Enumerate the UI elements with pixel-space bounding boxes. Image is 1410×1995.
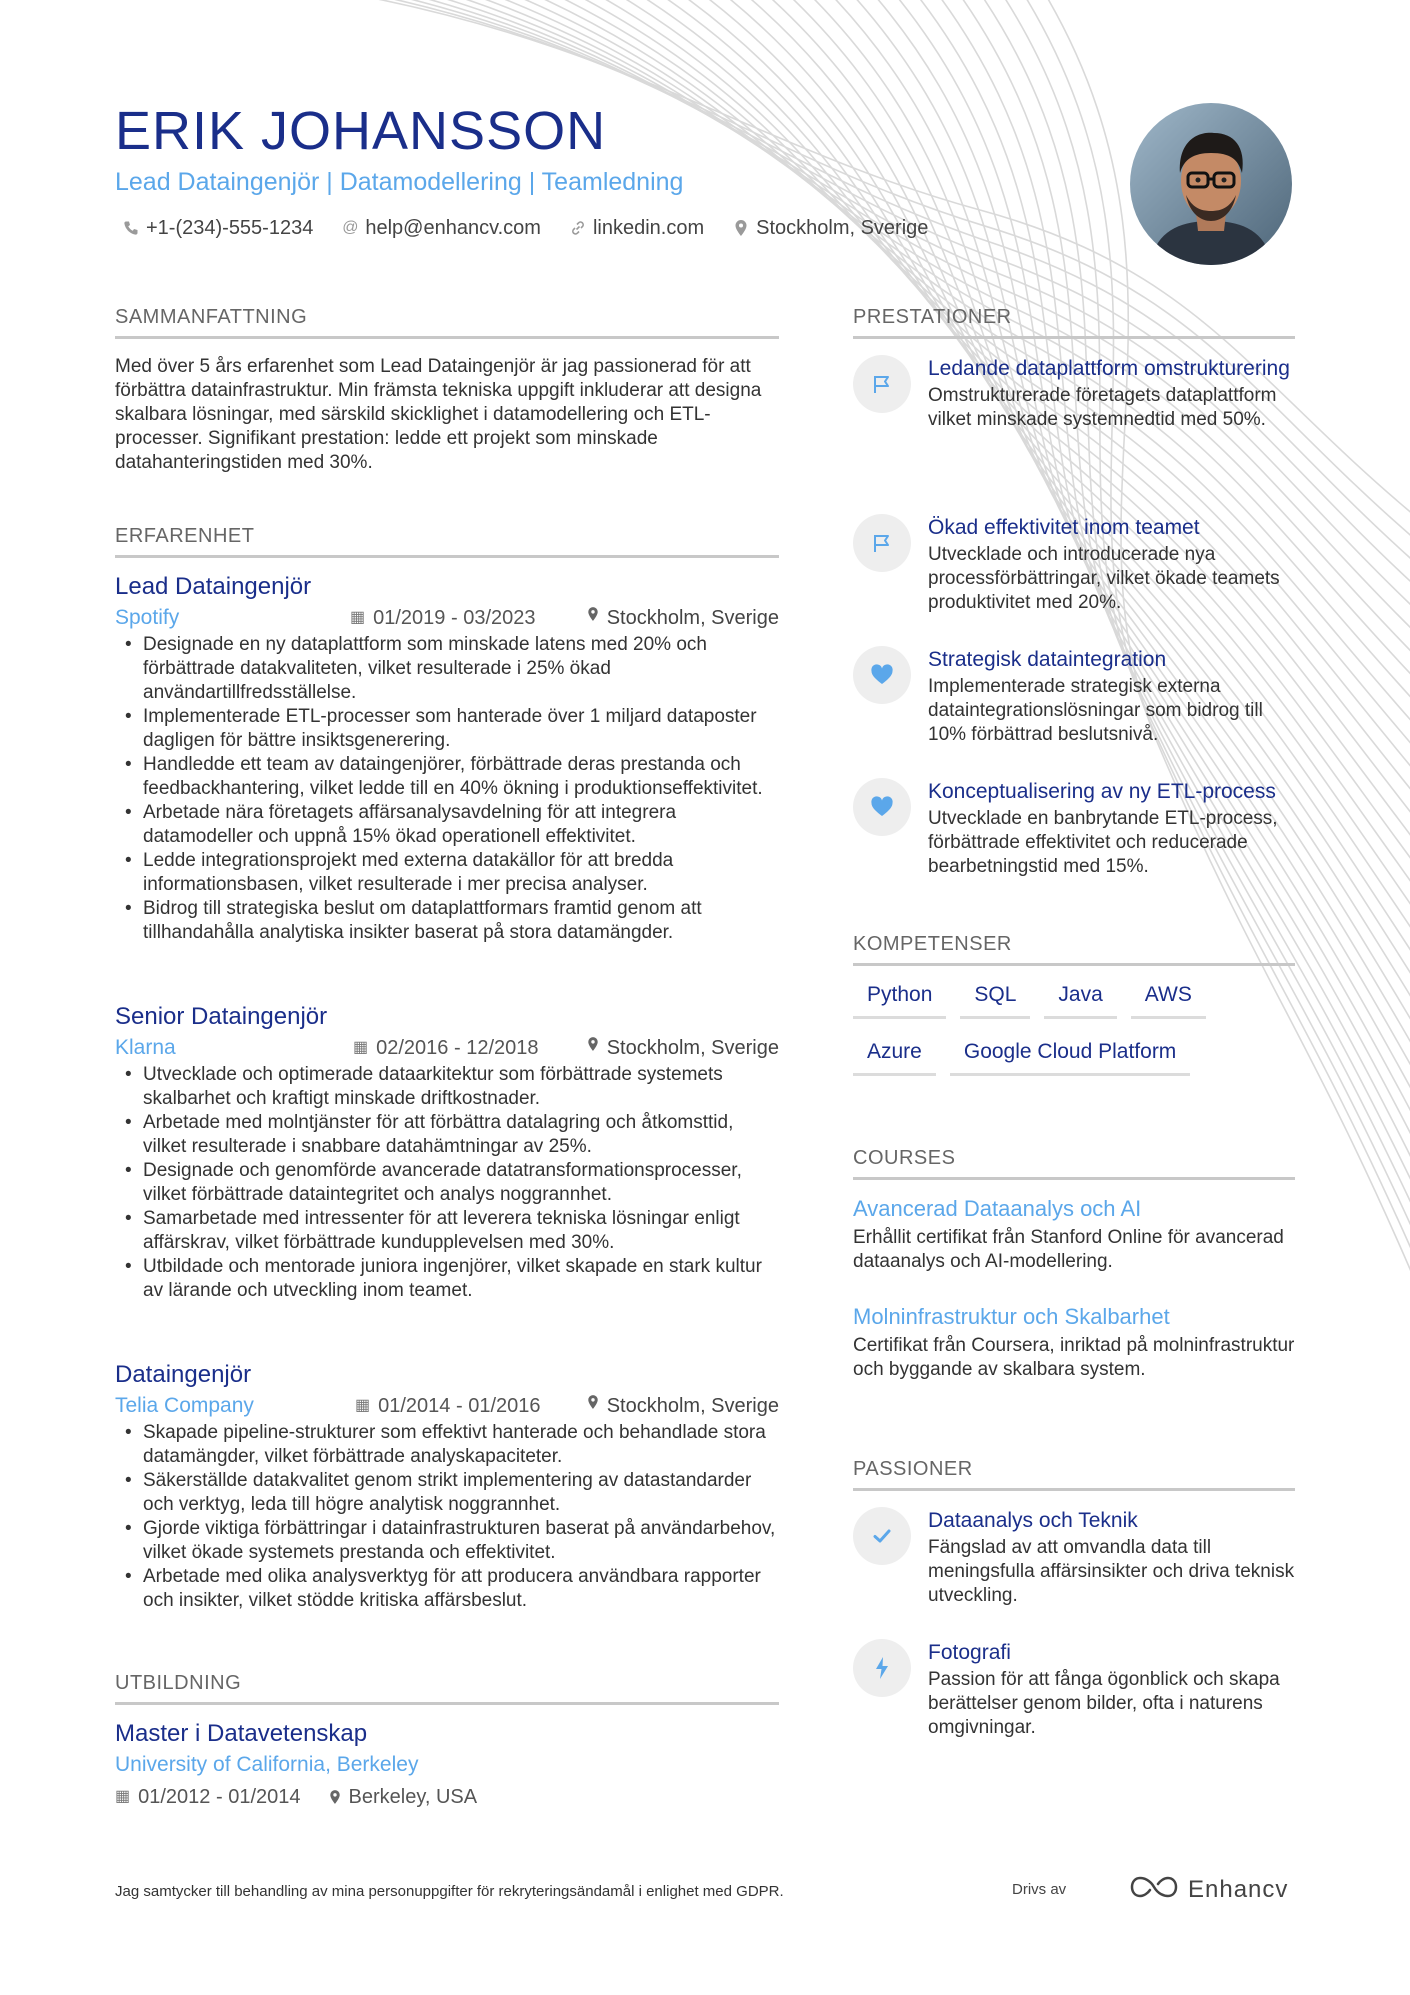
job-bullet: • Handledde ett team av dataingenjörer, förbättrade deras prestanda och feedbackhantering, vilket ledde till en 40% ökning i produktionseffektivitet. (115, 753, 779, 801)
education-location-text: Berkeley, USA (348, 1786, 478, 1808)
candidate-headline: Lead Dataingenjör | Datamodellering | Teamledning (115, 168, 684, 196)
job-entry (115, 1359, 779, 1613)
flag-icon (853, 514, 911, 572)
job-bullet: • Ledde integrationsprojekt med externa datakällor för att bredda informationsbasen, vilket resulterade i mer precisa analyser. (115, 849, 779, 897)
achievement-title: Konceptualisering av ny ETL-process (928, 780, 1276, 803)
achievements-section-title: PRESTATIONER (853, 304, 1295, 339)
contact-bar (122, 214, 928, 242)
course-title: Avancerad Dataanalys och AI (853, 1196, 1142, 1221)
check-icon (853, 1507, 911, 1565)
job-bullets (115, 1063, 779, 1303)
passion-title: Dataanalys och Teknik (928, 1509, 1138, 1532)
job-dates-text: 01/2019 - 03/2023 (373, 607, 536, 629)
wave-line (373, 0, 1410, 567)
map-pin-icon (732, 219, 750, 237)
candidate-name: ERIK JOHANSSON (115, 101, 607, 161)
education-entry (115, 1718, 779, 1812)
wave-line (676, 0, 1410, 894)
contact-location (732, 214, 928, 242)
job-entry (115, 571, 779, 945)
contact-location-text: Stockholm, Sverige (756, 217, 929, 239)
education-degree: Master i Datavetenskap (115, 1720, 368, 1747)
job-company: Spotify (115, 606, 180, 629)
job-entry (115, 1001, 779, 1303)
heart-icon (853, 778, 911, 836)
contact-phone-text: +1-(234)-555-1234 (146, 217, 314, 239)
job-location (587, 1391, 779, 1421)
job-bullets (115, 633, 779, 945)
achievement-title: Ledande dataplattform omstrukturering (928, 357, 1290, 380)
summary-text: Med över 5 års erfarenhet som Lead Dataingenjör är jag passionerad för att förbättra datainfrastruktur. Min främsta tekniska uppgift inkluderar att designa skalbara lösningar, med särskild skicklighet i datamodellering och ETL-processer. Signifikant prestation: ledde ett projekt som minskade datahanteringstiden med 30%. (115, 356, 762, 473)
job-bullet: • Arbetade nära företagets affärsanalysavdelning för att integrera datamodeller och uppnå 15% ökad operationell effektivitet. (115, 801, 779, 849)
link-icon (569, 220, 587, 236)
wave-line (395, 0, 1410, 590)
experience-section-title: ERFARENHET (115, 523, 779, 558)
skill-tag: Azure (853, 1037, 936, 1076)
contact-email[interactable] (341, 214, 541, 242)
job-location-text: Stockholm, Sverige (606, 1037, 779, 1059)
job-bullet: • Samarbetade med intressenter för att leverera tekniska lösningar enligt affärskrav, vilket förbättrade kundupplevelsen med 30%. (115, 1207, 779, 1255)
calendar-icon: ▦ (355, 1397, 371, 1414)
profile-photo (1130, 103, 1292, 265)
job-meta (115, 1033, 779, 1063)
flag-icon (853, 355, 911, 413)
achievement-title: Strategisk dataintegration (928, 648, 1167, 671)
skill-tag: AWS (1131, 980, 1206, 1019)
job-bullet: • Utvecklade och optimerade dataarkitektur som förbättrade systemets skalbarhet och kraftigt minskade driftkostnader. (115, 1063, 779, 1111)
brand-name: Enhancv (1188, 1875, 1289, 1903)
achievement-desc: Omstrukturerade företagets dataplattform vilket minskade systemnedtid med 50%. (928, 385, 1277, 430)
powered-by-label: Drivs av (1012, 1881, 1067, 1898)
course-item (853, 1194, 1295, 1274)
course-item (853, 1302, 1295, 1382)
job-location-text: Stockholm, Sverige (606, 1395, 779, 1417)
passion-title: Fotografi (928, 1641, 1011, 1664)
courses-section-title: COURSES (853, 1145, 1295, 1180)
brand-logo[interactable] (1130, 1874, 1288, 1905)
job-dates (355, 1391, 541, 1421)
phone-icon (122, 220, 140, 236)
job-meta (115, 603, 779, 633)
job-bullets (115, 1421, 779, 1613)
achievement-desc: Implementerade strategisk externa dataintegrationslösningar som bidrog till 10% förbättrad beslutsnivå. (928, 676, 1263, 745)
course-title: Molninfrastruktur och Skalbarhet (853, 1304, 1170, 1329)
job-bullet: • Arbetade med olika analysverktyg för att producera användbara rapporter och insikter, vilket stödde kritiska affärsbeslut. (115, 1565, 779, 1613)
education-meta (115, 1782, 779, 1812)
job-bullet: • Utbildade och mentorade juniora ingenjörer, vilket skapade en stark kultur av lärande och utveckling inom teamet. (115, 1255, 779, 1303)
infinity-logo-icon (1130, 1874, 1178, 1905)
contact-phone[interactable] (122, 214, 313, 242)
summary-section-title: SAMMANFATTNING (115, 304, 779, 339)
contact-linkedin[interactable] (569, 214, 704, 242)
at-sign-icon: @ (342, 219, 359, 236)
education-section-title: UTBILDNING (115, 1670, 779, 1705)
job-dates (353, 1033, 539, 1063)
heart-icon (853, 646, 911, 704)
skills-list (853, 980, 1295, 1094)
achievement-title: Ökad effektivitet inom teamet (928, 516, 1200, 539)
calendar-icon: ▦ (350, 609, 366, 626)
job-location (587, 603, 779, 633)
job-bullet: • Bidrog till strategiska beslut om dataplattformars framtid genom att tillhandahålla analytiska insikter baserat på stora datamängder. (115, 897, 779, 945)
job-title: Senior Dataingenjör (115, 1003, 328, 1030)
job-bullet: • Implementerade ETL-processer som hanterade över 1 miljard dataposter dagligen för bättre insiktsgenerering. (115, 705, 779, 753)
map-pin-icon (587, 1391, 599, 1421)
course-desc: Erhållit certifikat från Stanford Online för avancerad dataanalys och AI-modellering. (853, 1227, 1284, 1272)
job-bullet: • Arbetade med molntjänster för att förbättra datalagring och åtkomsttid, vilket resulterade i snabbare datahämtningar av 25%. (115, 1111, 779, 1159)
job-bullet: • Säkerställde datakvalitet genom strikt implementering av datastandarder och verktyg, leda till högre analytisk noggrannhet. (115, 1469, 779, 1517)
achievement-desc: Utvecklade en banbrytande ETL-process, förbättrade effektivitet och reducerade bearbetningstid med 15%. (928, 808, 1278, 877)
skill-tag: Python (853, 980, 946, 1019)
skills-section-title: KOMPETENSER (853, 931, 1295, 966)
education-dates (115, 1782, 301, 1812)
calendar-icon: ▦ (115, 1788, 131, 1805)
contact-linkedin-text: linkedin.com (592, 217, 705, 239)
job-location (587, 1033, 779, 1063)
skill-tag: Java (1044, 980, 1116, 1019)
skill-tag: SQL (960, 980, 1030, 1019)
job-company: Klarna (115, 1036, 176, 1059)
job-company: Telia Company (115, 1394, 254, 1417)
job-dates (350, 603, 536, 633)
job-title: Lead Dataingenjör (115, 573, 312, 600)
gdpr-consent-text: Jag samtycker till behandling av mina personuppgifter för rekryteringsändamål i enlighet med GDPR. (115, 1883, 784, 1900)
education-location (329, 1782, 478, 1812)
bolt-icon (853, 1639, 911, 1697)
job-bullet: • Gjorde viktiga förbättringar i datainfrastrukturen baserat på användarbehov, vilket ökade systemets prestanda och effektivitet. (115, 1517, 779, 1565)
course-desc: Certifikat från Coursera, inriktad på molninfrastruktur och byggande av skalbara system. (853, 1335, 1295, 1380)
passions-section-title: PASSIONER (853, 1456, 1295, 1491)
job-dates-text: 02/2016 - 12/2018 (376, 1037, 539, 1059)
passion-desc: Passion för att fånga ögonblick och skapa berättelser genom bilder, ofta i naturens omgivningar. (928, 1669, 1280, 1738)
job-bullet: • Skapade pipeline-strukturer som effektivt hanterade och behandlade stora datamängder, vilket förbättrade analyskapaciteter. (115, 1421, 779, 1469)
job-title: Dataingenjör (115, 1361, 252, 1388)
achievement-desc: Utvecklade och introducerade nya processförbättringar, vilket ökade teamets produktivitet med 20%. (928, 544, 1280, 613)
job-bullet: • Designade och genomförde avancerade datatransformationsprocesser, vilket förbättrade dataintegritet och analys noggrannhet. (115, 1159, 779, 1207)
job-dates-text: 01/2014 - 01/2016 (378, 1395, 541, 1417)
education-school: University of California, Berkeley (115, 1753, 419, 1776)
map-pin-icon (587, 1033, 599, 1063)
contact-email-text: help@enhancv.com (365, 217, 541, 239)
job-location-text: Stockholm, Sverige (606, 607, 779, 629)
calendar-icon: ▦ (353, 1039, 369, 1056)
education-dates-text: 01/2012 - 01/2014 (138, 1786, 301, 1808)
passion-desc: Fängslad av att omvandla data till meningsfulla affärsinsikter och driva teknisk utveckling. (928, 1537, 1295, 1606)
job-bullet: • Designade en ny dataplattform som minskade latens med 20% och förbättrade datakvaliteten, vilket resulterade i 25% ökad användartillfredsställelse. (115, 633, 779, 705)
map-pin-icon (587, 603, 599, 633)
map-pin-icon (329, 1789, 341, 1805)
job-meta (115, 1391, 779, 1421)
skill-tag: Google Cloud Platform (950, 1037, 1190, 1076)
